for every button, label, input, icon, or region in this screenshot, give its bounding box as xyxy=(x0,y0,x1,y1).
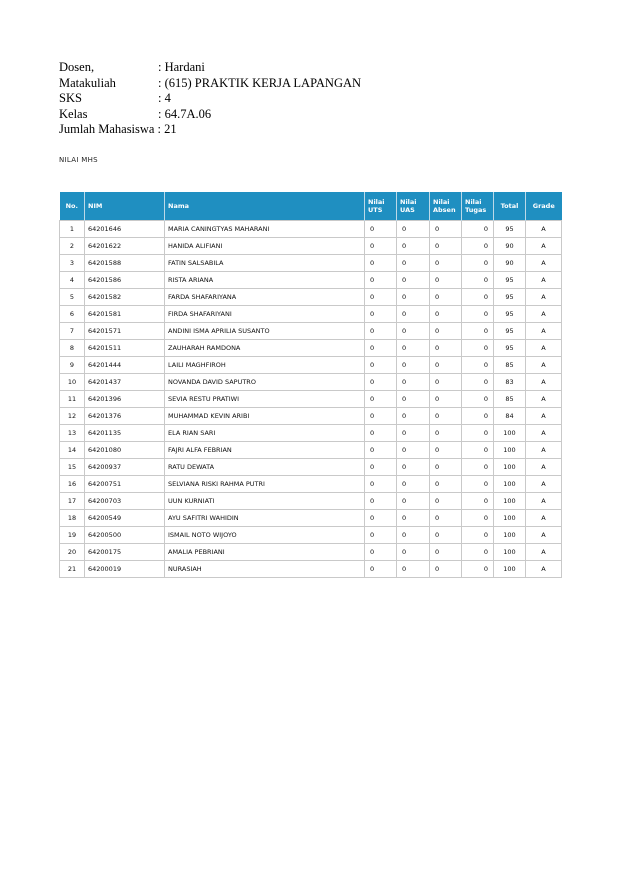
cell-total: 100 xyxy=(494,493,526,510)
cell-nim: 64201646 xyxy=(85,221,165,238)
cell-grade: A xyxy=(526,527,562,544)
cell-nilai-uts: 0 xyxy=(365,425,397,442)
info-row-dosen xyxy=(59,60,361,76)
cell-nilai-absen: 0 xyxy=(430,408,462,425)
cell-no: 15 xyxy=(60,459,85,476)
cell-total: 90 xyxy=(494,238,526,255)
cell-grade: A xyxy=(526,510,562,527)
cell-grade: A xyxy=(526,391,562,408)
table-row xyxy=(60,476,562,493)
cell-nim: 64201376 xyxy=(85,408,165,425)
header-nilai-absen: Nilai Absen xyxy=(430,192,462,221)
cell-no: 11 xyxy=(60,391,85,408)
cell-no: 1 xyxy=(60,221,85,238)
cell-nilai-uts: 0 xyxy=(365,289,397,306)
cell-nilai-uas: 0 xyxy=(397,221,430,238)
cell-nama: FARDA SHAFARIYANA xyxy=(165,289,365,306)
info-value: : 21 xyxy=(157,122,177,136)
table-row xyxy=(60,442,562,459)
cell-no: 14 xyxy=(60,442,85,459)
cell-nilai-absen: 0 xyxy=(430,510,462,527)
cell-nim: 64201511 xyxy=(85,340,165,357)
cell-nilai-uts: 0 xyxy=(365,255,397,272)
header-nilai-uts: Nilai UTS xyxy=(365,192,397,221)
cell-nim: 64200937 xyxy=(85,459,165,476)
cell-total: 85 xyxy=(494,391,526,408)
header-nilai-uas: Nilai UAS xyxy=(397,192,430,221)
cell-nilai-tugas: 0 xyxy=(462,561,494,578)
cell-nim: 64201622 xyxy=(85,238,165,255)
cell-no: 5 xyxy=(60,289,85,306)
table-row xyxy=(60,272,562,289)
cell-nim: 64200019 xyxy=(85,561,165,578)
cell-nilai-tugas: 0 xyxy=(462,442,494,459)
cell-nilai-uas: 0 xyxy=(397,459,430,476)
cell-grade: A xyxy=(526,459,562,476)
cell-no: 17 xyxy=(60,493,85,510)
cell-total: 95 xyxy=(494,221,526,238)
table-row xyxy=(60,221,562,238)
grades-table xyxy=(59,192,562,578)
cell-nilai-uts: 0 xyxy=(365,357,397,374)
cell-nama: NURASIAH xyxy=(165,561,365,578)
info-value: : (615) PRAKTIK KERJA LAPANGAN xyxy=(158,75,362,90)
cell-nilai-tugas: 0 xyxy=(462,425,494,442)
cell-no: 7 xyxy=(60,323,85,340)
cell-nilai-tugas: 0 xyxy=(462,357,494,374)
cell-nilai-uas: 0 xyxy=(397,306,430,323)
info-row-matakuliah xyxy=(59,76,361,92)
cell-total: 85 xyxy=(494,357,526,374)
cell-total: 95 xyxy=(494,272,526,289)
header-no: No. xyxy=(60,192,85,221)
info-value: : Hardani xyxy=(158,60,205,74)
cell-nilai-absen: 0 xyxy=(430,272,462,289)
info-label: Matakuliah xyxy=(59,75,116,90)
cell-grade: A xyxy=(526,306,562,323)
cell-nama: AMALIA PEBRIANI xyxy=(165,544,365,561)
cell-no: 20 xyxy=(60,544,85,561)
cell-nilai-absen: 0 xyxy=(430,391,462,408)
cell-nim: 64201135 xyxy=(85,425,165,442)
cell-nilai-absen: 0 xyxy=(430,442,462,459)
cell-nilai-uts: 0 xyxy=(365,442,397,459)
cell-no: 2 xyxy=(60,238,85,255)
table-row xyxy=(60,425,562,442)
cell-total: 100 xyxy=(494,527,526,544)
table-row xyxy=(60,374,562,391)
table-row xyxy=(60,493,562,510)
cell-nilai-tugas: 0 xyxy=(462,289,494,306)
cell-nama: NOVANDA DAVID SAPUTRO xyxy=(165,374,365,391)
cell-grade: A xyxy=(526,493,562,510)
table-row xyxy=(60,323,562,340)
cell-nama: ZAUHARAH RAMDONA xyxy=(165,340,365,357)
cell-nim: 64200549 xyxy=(85,510,165,527)
cell-nilai-tugas: 0 xyxy=(462,476,494,493)
cell-grade: A xyxy=(526,374,562,391)
cell-nilai-uas: 0 xyxy=(397,340,430,357)
cell-nama: ANDINI ISMA APRILIA SUSANTO xyxy=(165,323,365,340)
cell-nilai-tugas: 0 xyxy=(462,408,494,425)
cell-nilai-uas: 0 xyxy=(397,425,430,442)
cell-nilai-absen: 0 xyxy=(430,357,462,374)
cell-nilai-tugas: 0 xyxy=(462,323,494,340)
cell-nim: 64201582 xyxy=(85,289,165,306)
table-row xyxy=(60,459,562,476)
info-label: Dosen, xyxy=(59,60,95,74)
cell-nama: HANIDA ALIFIANI xyxy=(165,238,365,255)
cell-no: 16 xyxy=(60,476,85,493)
info-row-jumlah-mahasiswa xyxy=(59,122,361,138)
cell-total: 100 xyxy=(494,561,526,578)
cell-nim: 64201571 xyxy=(85,323,165,340)
cell-grade: A xyxy=(526,340,562,357)
cell-grade: A xyxy=(526,357,562,374)
cell-nim: 64200751 xyxy=(85,476,165,493)
cell-nim: 64201080 xyxy=(85,442,165,459)
cell-nilai-uas: 0 xyxy=(397,561,430,578)
cell-total: 100 xyxy=(494,459,526,476)
cell-nim: 64200500 xyxy=(85,527,165,544)
cell-grade: A xyxy=(526,561,562,578)
cell-grade: A xyxy=(526,442,562,459)
course-info xyxy=(59,60,361,138)
cell-total: 84 xyxy=(494,408,526,425)
cell-nilai-absen: 0 xyxy=(430,289,462,306)
cell-nama: SEVIA RESTU PRATIWI xyxy=(165,391,365,408)
cell-nilai-absen: 0 xyxy=(430,340,462,357)
cell-nilai-uts: 0 xyxy=(365,238,397,255)
cell-no: 13 xyxy=(60,425,85,442)
cell-grade: A xyxy=(526,476,562,493)
cell-nama: RISTA ARIANA xyxy=(165,272,365,289)
cell-nama: ISMAIL NOTO WIJOYO xyxy=(165,527,365,544)
cell-nilai-tugas: 0 xyxy=(462,306,494,323)
cell-nilai-absen: 0 xyxy=(430,493,462,510)
cell-nim: 64201581 xyxy=(85,306,165,323)
info-value: : 4 xyxy=(158,91,171,105)
cell-nilai-uts: 0 xyxy=(365,374,397,391)
cell-nilai-uas: 0 xyxy=(397,238,430,255)
cell-nama: MARIA CANINGTYAS MAHARANI xyxy=(165,221,365,238)
cell-nilai-uas: 0 xyxy=(397,289,430,306)
cell-nilai-tugas: 0 xyxy=(462,221,494,238)
cell-total: 100 xyxy=(494,510,526,527)
cell-nilai-tugas: 0 xyxy=(462,391,494,408)
header-nim: NIM xyxy=(85,192,165,221)
cell-nilai-uas: 0 xyxy=(397,476,430,493)
table-row xyxy=(60,340,562,357)
cell-nilai-uas: 0 xyxy=(397,408,430,425)
cell-no: 18 xyxy=(60,510,85,527)
cell-nilai-absen: 0 xyxy=(430,476,462,493)
cell-no: 12 xyxy=(60,408,85,425)
cell-nim: 64201444 xyxy=(85,357,165,374)
cell-nilai-uas: 0 xyxy=(397,544,430,561)
cell-nilai-tugas: 0 xyxy=(462,374,494,391)
cell-nilai-tugas: 0 xyxy=(462,255,494,272)
cell-nim: 64201586 xyxy=(85,272,165,289)
cell-nilai-tugas: 0 xyxy=(462,459,494,476)
cell-nim: 64201437 xyxy=(85,374,165,391)
cell-nilai-uts: 0 xyxy=(365,340,397,357)
cell-nim: 64201588 xyxy=(85,255,165,272)
cell-nilai-absen: 0 xyxy=(430,323,462,340)
cell-no: 4 xyxy=(60,272,85,289)
cell-total: 95 xyxy=(494,306,526,323)
cell-nilai-uts: 0 xyxy=(365,459,397,476)
cell-grade: A xyxy=(526,289,562,306)
cell-nilai-tugas: 0 xyxy=(462,527,494,544)
cell-nilai-uas: 0 xyxy=(397,493,430,510)
cell-nama: RATU DEWATA xyxy=(165,459,365,476)
table-row xyxy=(60,408,562,425)
cell-nilai-tugas: 0 xyxy=(462,544,494,561)
table-row xyxy=(60,510,562,527)
cell-no: 8 xyxy=(60,340,85,357)
cell-nilai-uts: 0 xyxy=(365,272,397,289)
table-row xyxy=(60,391,562,408)
cell-grade: A xyxy=(526,221,562,238)
table-row xyxy=(60,238,562,255)
cell-nilai-uas: 0 xyxy=(397,323,430,340)
table-header-row xyxy=(60,192,562,221)
cell-nilai-uas: 0 xyxy=(397,510,430,527)
cell-nilai-absen: 0 xyxy=(430,527,462,544)
cell-nilai-absen: 0 xyxy=(430,306,462,323)
cell-no: 9 xyxy=(60,357,85,374)
cell-nim: 64200175 xyxy=(85,544,165,561)
cell-nilai-uts: 0 xyxy=(365,408,397,425)
cell-total: 100 xyxy=(494,442,526,459)
cell-total: 100 xyxy=(494,544,526,561)
header-nama: Nama xyxy=(165,192,365,221)
cell-nama: MUHAMMAD KEVIN ARIBI xyxy=(165,408,365,425)
cell-grade: A xyxy=(526,323,562,340)
cell-nama: FAJRI ALFA FEBRIAN xyxy=(165,442,365,459)
cell-total: 100 xyxy=(494,425,526,442)
info-label: Kelas xyxy=(59,106,88,121)
cell-nilai-uts: 0 xyxy=(365,476,397,493)
cell-total: 90 xyxy=(494,255,526,272)
cell-nama: FIRDA SHAFARIYANI xyxy=(165,306,365,323)
section-title: NILAI MHS xyxy=(59,156,98,164)
info-value: : 64.7A.06 xyxy=(158,106,212,121)
cell-nilai-uts: 0 xyxy=(365,510,397,527)
cell-nilai-absen: 0 xyxy=(430,255,462,272)
cell-total: 95 xyxy=(494,340,526,357)
cell-nim: 64200703 xyxy=(85,493,165,510)
cell-nilai-uas: 0 xyxy=(397,391,430,408)
cell-nama: UUN KURNIATI xyxy=(165,493,365,510)
cell-nilai-uts: 0 xyxy=(365,391,397,408)
cell-nilai-absen: 0 xyxy=(430,561,462,578)
cell-nilai-absen: 0 xyxy=(430,238,462,255)
cell-nim: 64201396 xyxy=(85,391,165,408)
cell-nilai-absen: 0 xyxy=(430,221,462,238)
cell-nilai-uts: 0 xyxy=(365,493,397,510)
info-label: Jumlah Mahasiswa xyxy=(59,122,155,136)
cell-nilai-absen: 0 xyxy=(430,544,462,561)
table-row xyxy=(60,544,562,561)
cell-no: 10 xyxy=(60,374,85,391)
table-body xyxy=(60,221,562,578)
cell-total: 95 xyxy=(494,323,526,340)
cell-nilai-uas: 0 xyxy=(397,527,430,544)
info-row-kelas xyxy=(59,107,361,123)
cell-total: 100 xyxy=(494,476,526,493)
cell-nilai-uts: 0 xyxy=(365,221,397,238)
cell-nama: FATIN SALSABILA xyxy=(165,255,365,272)
cell-nilai-uas: 0 xyxy=(397,255,430,272)
cell-no: 6 xyxy=(60,306,85,323)
cell-grade: A xyxy=(526,425,562,442)
cell-nilai-uas: 0 xyxy=(397,374,430,391)
cell-nama: SELVIANA RISKI RAHMA PUTRI xyxy=(165,476,365,493)
cell-no: 3 xyxy=(60,255,85,272)
cell-grade: A xyxy=(526,408,562,425)
cell-nilai-tugas: 0 xyxy=(462,510,494,527)
cell-nilai-uas: 0 xyxy=(397,272,430,289)
cell-nilai-tugas: 0 xyxy=(462,340,494,357)
table-row xyxy=(60,289,562,306)
table-row xyxy=(60,561,562,578)
table-row xyxy=(60,306,562,323)
cell-nilai-tugas: 0 xyxy=(462,493,494,510)
cell-nilai-uts: 0 xyxy=(365,527,397,544)
cell-nilai-uts: 0 xyxy=(365,561,397,578)
cell-nama: AYU SAFITRI WAHIDIN xyxy=(165,510,365,527)
header-total: Total xyxy=(494,192,526,221)
cell-total: 95 xyxy=(494,289,526,306)
cell-grade: A xyxy=(526,238,562,255)
cell-nilai-absen: 0 xyxy=(430,459,462,476)
cell-grade: A xyxy=(526,544,562,561)
info-label: SKS xyxy=(59,91,82,105)
cell-nilai-absen: 0 xyxy=(430,374,462,391)
cell-no: 21 xyxy=(60,561,85,578)
info-row-sks xyxy=(59,91,361,107)
cell-nilai-uts: 0 xyxy=(365,323,397,340)
cell-total: 83 xyxy=(494,374,526,391)
cell-nilai-uts: 0 xyxy=(365,544,397,561)
cell-nilai-absen: 0 xyxy=(430,425,462,442)
cell-nilai-tugas: 0 xyxy=(462,272,494,289)
cell-nama: ELA RIAN SARI xyxy=(165,425,365,442)
cell-nilai-uas: 0 xyxy=(397,357,430,374)
cell-nilai-tugas: 0 xyxy=(462,238,494,255)
cell-no: 19 xyxy=(60,527,85,544)
cell-nilai-uas: 0 xyxy=(397,442,430,459)
cell-grade: A xyxy=(526,255,562,272)
cell-nama: LAILI MAGHFIROH xyxy=(165,357,365,374)
cell-nilai-uts: 0 xyxy=(365,306,397,323)
table-row xyxy=(60,527,562,544)
cell-grade: A xyxy=(526,272,562,289)
table-row xyxy=(60,255,562,272)
header-grade: Grade xyxy=(526,192,562,221)
table-row xyxy=(60,357,562,374)
header-nilai-tugas: Nilai Tugas xyxy=(462,192,494,221)
